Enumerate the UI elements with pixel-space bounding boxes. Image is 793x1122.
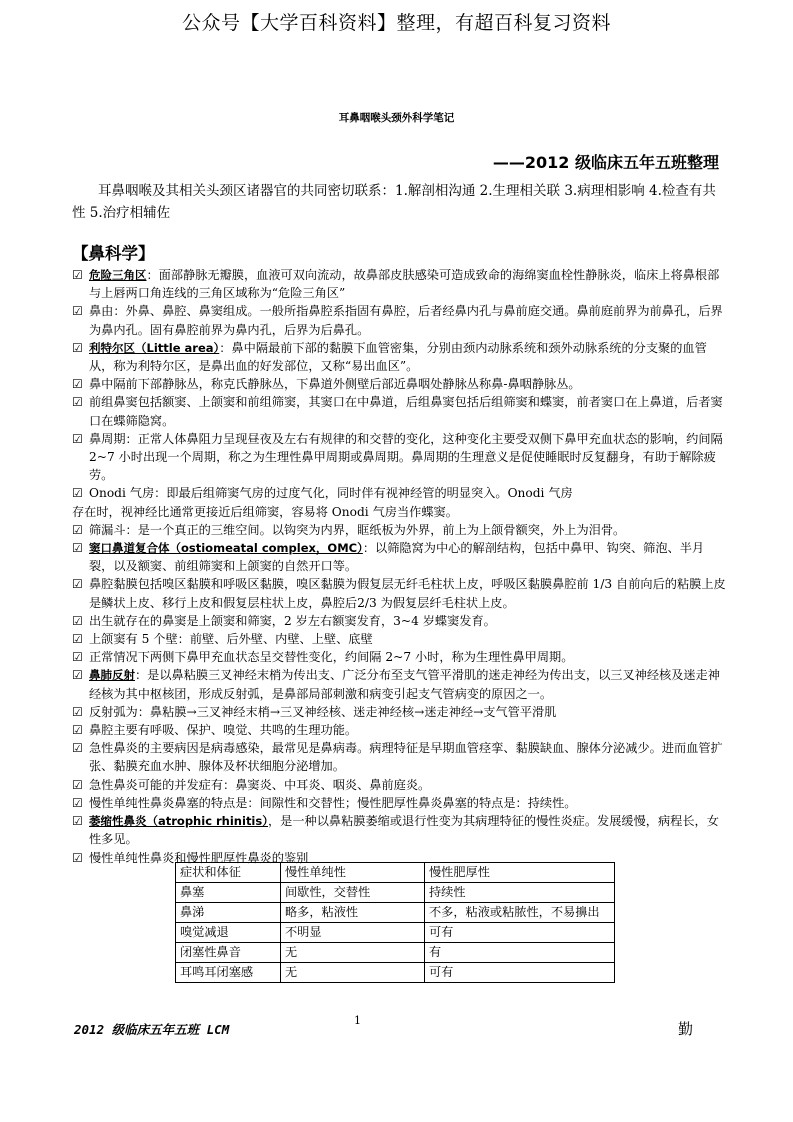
checkbox-checked-icon: ☑ xyxy=(72,522,83,537)
item-text: ：面部静脉无瓣膜，血液可双向流动，故鼻部皮肤感染可造成致命的海绵窦血栓性静脉炎，临床上将鼻根部与上唇两口角连线的三角区域称为“危险三角区” xyxy=(89,268,720,301)
note-list xyxy=(72,266,728,867)
checkbox-checked-icon: ☑ xyxy=(72,723,83,738)
table-cell: 无 xyxy=(281,943,425,963)
checkbox-checked-icon: ☑ xyxy=(72,741,83,756)
item-text: 急性鼻炎的主要病因是病毒感染，最常见是鼻病毒。病理特征是早期血管痉挛、黏膜缺血、腺体分泌减少。进而血管扩张、黏膜充血水肿、腺体及杯状细胞分泌增加。 xyxy=(89,741,723,774)
checkbox-checked-icon: ☑ xyxy=(72,304,83,319)
checkbox-checked-icon: ☑ xyxy=(72,668,83,683)
list-item xyxy=(72,521,728,539)
checkbox-checked-icon: ☑ xyxy=(72,613,83,628)
item-text: 出生就存在的鼻窦是上颌窦和筛窦，2 岁左右额窦发育，3~4 岁蝶窦发育。 xyxy=(89,613,496,628)
checkbox-checked-icon: ☑ xyxy=(72,486,83,501)
intro-paragraph: 耳鼻咽喉及其相关头颈区诸器官的共同密切联系：1.解剖相沟通 2.生理相关联 3.病理相影响 4.检查有共性 5.治疗相辅佐 xyxy=(72,183,716,221)
list-item xyxy=(72,302,728,338)
keyword-term: 鼻肺反射 xyxy=(89,668,135,683)
table-row xyxy=(176,943,615,963)
checkbox-checked-icon: ☑ xyxy=(72,340,83,355)
section-heading: 【鼻科学】 xyxy=(72,244,155,263)
table-cell: 持续性 xyxy=(425,883,615,903)
table-cell: 闭塞性鼻音 xyxy=(176,943,281,963)
item-text: 慢性单纯性鼻炎鼻塞的特点是：间隙性和交替性；慢性肥厚性鼻炎鼻塞的特点是：持续性。 xyxy=(89,795,577,810)
checkbox-checked-icon: ☑ xyxy=(72,850,83,865)
table-cell: 不多，粘液或粘脓性，不易擤出 xyxy=(425,903,615,923)
keyword-term: 危险三角区 xyxy=(89,268,147,282)
checkbox-checked-icon: ☑ xyxy=(72,650,83,665)
checkbox-checked-icon: ☑ xyxy=(72,541,83,556)
checkbox-checked-icon: ☑ xyxy=(72,431,83,446)
checkbox-checked-icon: ☑ xyxy=(72,268,83,282)
item-text: 鼻由：外鼻、鼻腔、鼻窦组成。一般所指鼻腔系指固有鼻腔，后者经鼻内孔与鼻前庭交通。鼻前庭前界为前鼻孔，后界为鼻内孔。固有鼻腔前界为鼻内孔，后界为后鼻孔。 xyxy=(89,304,723,337)
table-cell: 略多，粘液性 xyxy=(281,903,425,923)
item-text: 正常情况下两侧下鼻甲充血状态呈交替性变化，约间隔 2~7 小时，称为生理性鼻甲周期。 xyxy=(89,650,574,665)
table-row xyxy=(176,963,615,983)
table-cell: 可有 xyxy=(425,923,615,943)
list-item xyxy=(72,812,728,848)
table-row xyxy=(176,923,615,943)
keyword-term: 窦口鼻道复合体（ostiomeatal complex，OMC） xyxy=(89,541,363,556)
table-cell: 鼻涕 xyxy=(176,903,281,923)
item-text: ：以筛隐窝为中心的解剖结构，包括中鼻甲、钩突、筛泡、半月裂，以及额窦、前组筛窦和上颌窦的自然开口等。 xyxy=(89,541,705,574)
item-text: 慢性单纯性鼻炎和慢性肥厚性鼻炎的鉴别 xyxy=(89,850,309,865)
comparison-table xyxy=(175,862,615,983)
list-item xyxy=(72,776,728,794)
list-item xyxy=(72,721,728,739)
list-item xyxy=(72,266,728,302)
checkbox-checked-icon: ☑ xyxy=(72,814,83,829)
list-item xyxy=(72,794,728,812)
item-text: ，是一种以鼻粘膜萎缩或退行性变为其病理特征的慢性炎症。发展缓慢，病程长，女性多见。 xyxy=(89,814,719,847)
table-cell: 耳鸣耳闭塞感 xyxy=(176,963,281,983)
checkbox-checked-icon: ☑ xyxy=(72,777,83,792)
table-cell: 不明显 xyxy=(281,923,425,943)
table-cell: 可有 xyxy=(425,963,615,983)
table-header-cell: 慢性单纯性 xyxy=(281,863,425,883)
item-text: 鼻腔主要有呼吸、保护、嗅觉、共鸣的生理功能。 xyxy=(89,723,358,738)
keyword-term: 萎缩性鼻炎（atrophic rhinitis） xyxy=(89,814,268,829)
list-item xyxy=(72,739,728,775)
list-item xyxy=(72,430,728,485)
table-cell: 嗅觉减退 xyxy=(176,923,281,943)
table-cell: 间歇性，交替性 xyxy=(281,883,425,903)
list-item xyxy=(72,339,728,375)
checkbox-checked-icon: ☑ xyxy=(72,577,83,592)
table-header-cell: 症状和体征 xyxy=(176,863,281,883)
document-subtitle: ——2012 级临床五年五班整理 xyxy=(492,153,719,172)
table-header-row xyxy=(176,863,615,883)
list-item xyxy=(72,503,728,521)
item-text: 鼻中隔前下部静脉丛，称克氏静脉丛，下鼻道外侧壁后部近鼻咽处静脉丛称鼻-鼻咽静脉丛。 xyxy=(89,377,581,392)
table-cell: 鼻塞 xyxy=(176,883,281,903)
list-item xyxy=(72,666,728,702)
list-item xyxy=(72,648,728,666)
footer-mark: 勤 xyxy=(678,1020,694,1038)
item-text: 存在时，视神经比通常更接近后组筛窦，容易将 Onodi 气房当作蝶窦。 xyxy=(72,504,458,519)
item-text: ：鼻中隔最前下部的黏膜下血管密集，分别由颈内动脉系统和颈外动脉系统的分支聚的血管从，称为利特尔区，是鼻出血的好发部位，又称“易出血区”。 xyxy=(89,340,707,374)
item-text: 上颌窦有 5 个壁：前壁、后外壁、内壁、上壁、底壁 xyxy=(89,632,373,647)
list-item xyxy=(72,612,728,630)
checkbox-checked-icon: ☑ xyxy=(72,704,83,719)
item-text: 鼻腔黏膜包括嗅区黏膜和呼吸区黏膜，嗅区黏膜为假复层无纤毛柱状上皮，呼吸区黏膜鼻腔前 1/3 自前向后的粘膜上皮是鳞状上皮、移行上皮和假复层柱状上皮，鼻腔后2/3 为假复层纤毛柱状上皮。 xyxy=(89,577,726,610)
item-text: 前组鼻窦包括额窦、上颌窦和前组筛窦，其窦口在中鼻道，后组鼻窦包括后组筛窦和蝶窦，前者窦口在上鼻道，后者窦口在蝶筛隐窝。 xyxy=(89,395,723,428)
item-text: 反射弧为：鼻粘膜→三叉神经末梢→三叉神经核、迷走神经核→迷走神经→支气管平滑肌 xyxy=(89,704,557,719)
checkbox-checked-icon: ☑ xyxy=(72,795,83,810)
checkbox-checked-icon: ☑ xyxy=(72,395,83,410)
list-item xyxy=(72,703,728,721)
checkbox-checked-icon: ☑ xyxy=(72,377,83,392)
list-item xyxy=(72,484,728,502)
watermark-header: 公众号【大学百科资料】整理，有超百科复习资料 xyxy=(181,12,611,34)
item-text: 鼻周期：正常人体鼻阻力呈现昼夜及左右有规律的和交替的变化，这种变化主要受双侧下鼻甲充血状态的影响，约间隔2~7 小时出现一个周期，称之为生理性鼻甲周期或鼻周期。鼻周期的生理意义是促使睡眠时反复翻身，有助于解除疲劳。 xyxy=(89,431,723,483)
checkbox-checked-icon: ☑ xyxy=(72,632,83,647)
item-text: 筛漏斗：是一个真正的三维空间。以钩突为内界，眶纸板为外界，前上为上颌骨额突，外上为泪骨。 xyxy=(89,522,626,537)
list-item xyxy=(72,375,728,393)
list-item xyxy=(72,575,728,611)
document-title: 耳鼻咽喉头颈外科学笔记 xyxy=(338,112,455,124)
list-item xyxy=(72,393,728,429)
list-item xyxy=(72,630,728,648)
page-number: 1 xyxy=(354,1014,361,1027)
table-row xyxy=(176,883,615,903)
item-text: ：是以鼻粘膜三叉神经末梢为传出支、广泛分布至支气管平滑肌的迷走神经为传出支，以三叉神经核及迷走神经核为其中枢核团，形成反射弧，是鼻部局部刺激和病变引起支气管病变的原因之一。 xyxy=(89,668,720,701)
table-cell: 无 xyxy=(281,963,425,983)
list-item xyxy=(72,539,728,575)
footer-class-label: 2012 级临床五年五班 LCM xyxy=(74,1022,230,1037)
keyword-term: 利特尔区（Little area） xyxy=(89,340,220,355)
item-text: 急性鼻炎可能的并发症有：鼻窦炎、中耳炎、咽炎、鼻前庭炎。 xyxy=(89,777,431,792)
table-cell: 有 xyxy=(425,943,615,963)
table-header-cell: 慢性肥厚性 xyxy=(425,863,615,883)
table-row xyxy=(176,903,615,923)
item-text: Onodi 气房：即最后组筛窦气房的过度气化，同时伴有视神经管的明显突入。Onodi 气房 xyxy=(89,486,573,501)
